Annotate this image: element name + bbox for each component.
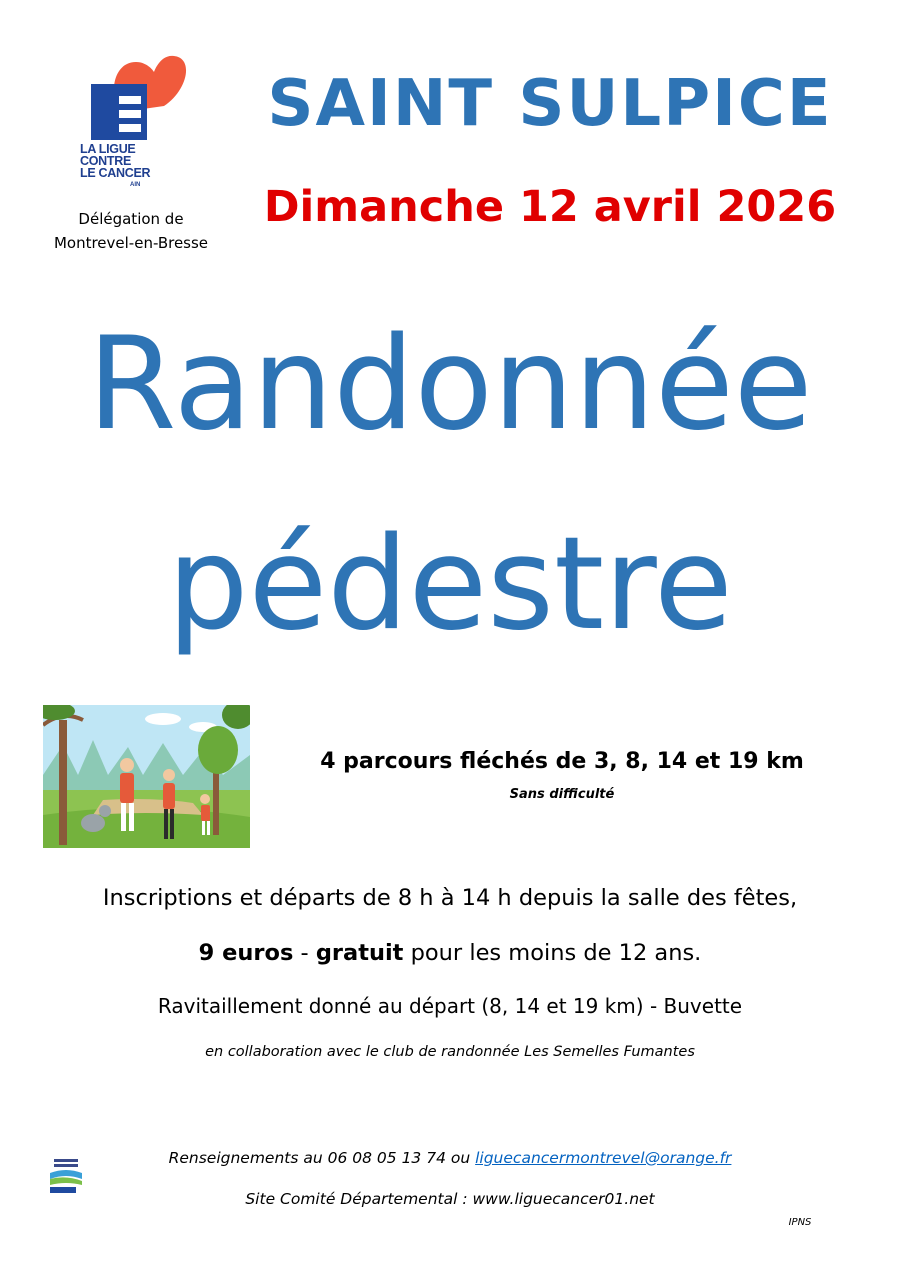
price-amount: 9 euros <box>198 940 294 966</box>
logo-line-1: LA LIGUE <box>80 142 136 156</box>
logo-line-3: LE CANCER <box>80 166 151 180</box>
registration-info: Inscriptions et départs de 8 h à 14 h depuis la salle des fêtes, <box>102 885 798 911</box>
contact-info <box>0 1144 900 1172</box>
collaboration-note: en collaboration avec le club de randonnée Les Semelles Fumantes <box>205 1044 695 1060</box>
contact-email-link[interactable]: liguecancermontrevel@orange.fr <box>475 1149 732 1167</box>
price-free: gratuit <box>315 940 404 966</box>
title-line-1: Randonnée <box>87 310 813 459</box>
hiking-family-illustration <box>43 705 250 848</box>
contact-prefix: Renseignements au 06 08 05 13 74 ou <box>168 1149 476 1167</box>
routes-description: 4 parcours fléchés de 3, 8, 14 et 19 km <box>320 749 804 774</box>
difficulty-note: Sans difficulté <box>509 787 615 802</box>
price-separator: - <box>293 940 316 966</box>
event-date: Dimanche 12 avril 2026 <box>263 182 837 232</box>
title-line-2: pédestre <box>167 510 733 659</box>
refreshment-info: Ravitaillement donné au départ (8, 14 et 19 km) - Buvette <box>157 994 743 1018</box>
website-info: Site Comité Départemental : www.liguecancer01.net <box>245 1190 655 1208</box>
delegation-line-2: Montrevel-en-Bresse <box>53 234 209 252</box>
delegation-line-1: Délégation de <box>78 210 184 228</box>
ligue-cancer-logo <box>64 42 196 202</box>
price-rest: pour les moins de 12 ans. <box>403 940 702 966</box>
price-info <box>0 933 900 973</box>
ipns-mark: IPNS <box>788 1217 812 1228</box>
town-heading: SAINT SULPICE <box>267 67 833 141</box>
logo-line-2: CONTRE <box>80 154 131 168</box>
hikers-image-icon <box>43 705 250 848</box>
logo-region: AIN <box>130 182 141 188</box>
delegation-label <box>40 207 222 255</box>
